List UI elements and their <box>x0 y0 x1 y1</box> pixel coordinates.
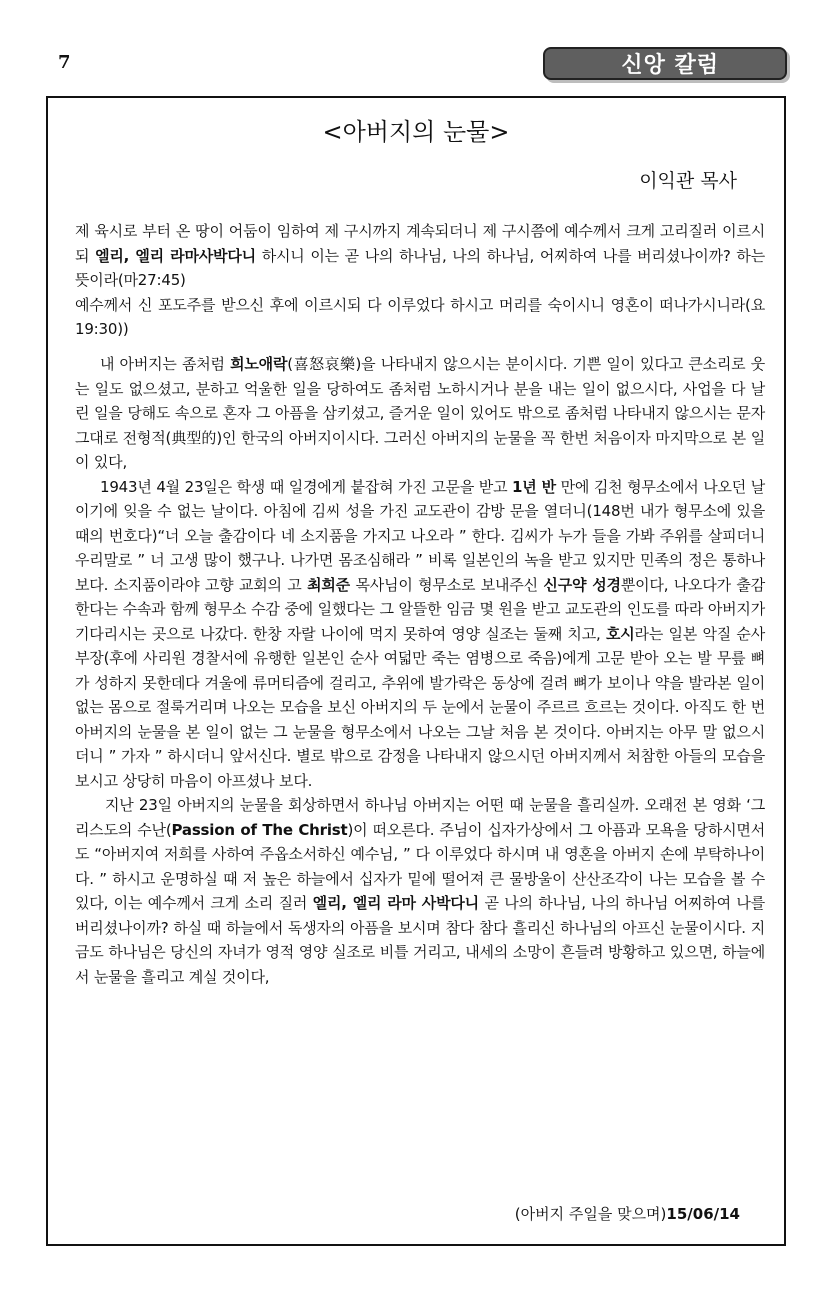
article-box <box>46 96 786 1246</box>
body-text: 1943년 4월 23일은 학생 때 일경에게 붙잡혀 가진 고문을 받고 <box>100 477 513 496</box>
article-author: 이익관 목사 <box>639 170 737 192</box>
body-text: 뿐이다, 나오다가 출감한다는 수속과 함께 형무소 수감 중에 일했다는 그 알뜰한 임금 몇 원을 받고 교도관의 인도를 따라 아버지가 기다리시는 곳으로 나갔다. 한창 자랄 나이에 먹지 못하여 영양 실조는 둘째 치고, <box>75 575 765 643</box>
body-text: (喜怒哀樂)을 나타내지 않으시는 분이시다. 기쁜 일이 있다고 큰소리로 웃는 일도 없으셨고, 분하고 억울한 일을 당하여도 좀처럼 노하시거나 분을 내는 일이 없으시다, 사업을 다 날린 일을 당해도 속으로 혼자 그 아픔을 삼키셨고, 즐거운 일이 있어도 밖으로 좀처럼 나타내지 않으시는 문자 그대로 전형적(典型的)인 한국의 아버지이시다. 그러신 아버지의 눈물을 꼭 한번 처음이자 마지막으로 본 일이 있다, <box>75 355 765 471</box>
body-paragraph-3 <box>75 793 765 989</box>
body-text: 라는 일본 악질 순사부장(후에 사리원 경찰서에 유행한 일본인 순사 여덟만 죽는 염병으로 죽음)에게 고문 받아 오는 발 무릎 뼈가 성하지 못한데다 겨울에 류머티즘에 걸리고, 추위에 발가락은 동상에 걸려 뼈가 보이나 약을 발라본 일이 없는 몸으로 절룩거리며 나오는 모습을 보신 아버지의 두 눈에서 눈물이 주르르 흐르는 것이다. 아직도 한 번 아버지의 눈물을 본 일이 없는 그 눈물을 형무소에서 나오는 그날 처음 본 것이다. 아버지는 아무 말 없으시더니 ” 가자 ” 하시더니 앞서신다. 별로 밖으로 감정을 나타내지 않으시던 아버지께서 처참한 아들의 모습을 보시고 상당히 마음이 아프셨나 보다. <box>75 624 765 790</box>
body-bold-text: 희노애락 <box>230 355 288 373</box>
closing-line <box>515 1203 740 1224</box>
page-number: 7 <box>58 52 71 73</box>
article-body <box>75 352 765 989</box>
body-text: )이 떠오른다. 주님이 십자가상에서 그 아픔과 모욕을 당하시면서도 “아버지여 저희를 사하여 주옵소서하신 예수님, ” 다 이루었다 하시며 내 영혼을 아버지 손에 부탁하나이다. ” 하시고 운명하실 때 저 높은 하늘에서 십자가 밑에 떨어져 큰 물방울이 산산조각이 나는 모습을 볼 수 있다, 이는 예수께서 크게 소리 질러 <box>75 820 765 912</box>
body-text: 지난 23일 아버지의 눈물을 회상하면서 하나님 아버지는 어떤 때 눈물을 흘리실까. 오래전 본 영화 ‘그리스도의 수난( <box>75 796 765 839</box>
body-paragraph-2 <box>75 475 765 794</box>
section-tab-label: 신앙 칼럼 <box>621 53 719 78</box>
quote-bold-text: 엘리, 엘리 라마사박다니 <box>95 246 256 265</box>
closing-note: (아버지 주일을 맞으며) <box>514 1205 667 1223</box>
body-bold-text: Passion of The Christ <box>171 820 348 839</box>
body-bold-text: 최희준 <box>307 575 350 594</box>
section-tab <box>543 47 787 80</box>
quote-text: 제 육시로 부터 온 땅이 어둠이 임하여 제 구시까지 계속되더니 제 구시쯤에 예수께서 크게 고리질러 이르시되 <box>75 222 765 265</box>
article-title: <아버지의 눈물> <box>322 118 510 146</box>
body-bold-text: 호시 <box>605 624 635 643</box>
quote-paragraph-2: 예수께서 신 포도주를 받으신 후에 이르시되 다 이루었다 하시고 머리를 숙이시니 영혼이 떠나가시니라(요19:30)) <box>75 295 765 338</box>
body-bold-text: 신구약 성경 <box>543 575 621 594</box>
body-bold-text: 1년 반 <box>512 477 556 496</box>
body-text: 곧 나의 하나님, 나의 하나님 어찌하여 나를 버리셨나이까? 하실 때 하늘에서 독생자의 아픔을 보시며 참다 참다 흘리신 하나님의 아프신 눈물이시다. 지금도 하나님은 당신의 자녀가 영적 영양 실조로 비틀 거리고, 내세의 소망이 흔들려 방황하고 있으면, 하늘에서 눈물을 흘리고 계실 것이다, <box>75 894 765 986</box>
quote-paragraph-1 <box>75 219 765 293</box>
body-text: 목사님이 형무소로 보내주신 <box>349 575 544 594</box>
body-bold-text: 엘리, 엘리 라마 사박다니 <box>312 894 479 912</box>
closing-date: 15/06/14 <box>666 1205 740 1223</box>
scripture-quote <box>75 219 765 342</box>
body-text: 만에 김천 형무소에서 나오던 날이기에 잊을 수 없는 날이다. 아침에 김씨 성을 가진 교도관이 감방 문을 열더니(148번 내가 형무소에 있을 때의 번호다)“너 오늘 출감이다 네 소지품을 가지고 나오라 ” 한다. 김씨가 누가 들을 가봐 주위를 살피더니 우리말로 ” 너 고생 많이 했구나. 나가면 몸조심해라 ” 비록 일본인의 녹을 받고 있지만 민족의 정은 통하나 보다. 소지품이라야 고향 교회의 고 <box>75 477 766 594</box>
quote-text: 하시니 이는 곧 나의 하나님, 나의 하나님, 어찌하여 나를 버리셨나이까? 하는 뜻이라(마27:45) <box>75 246 765 289</box>
body-text: 내 아버지는 좀처럼 <box>100 355 231 373</box>
body-paragraph-1 <box>75 352 765 475</box>
